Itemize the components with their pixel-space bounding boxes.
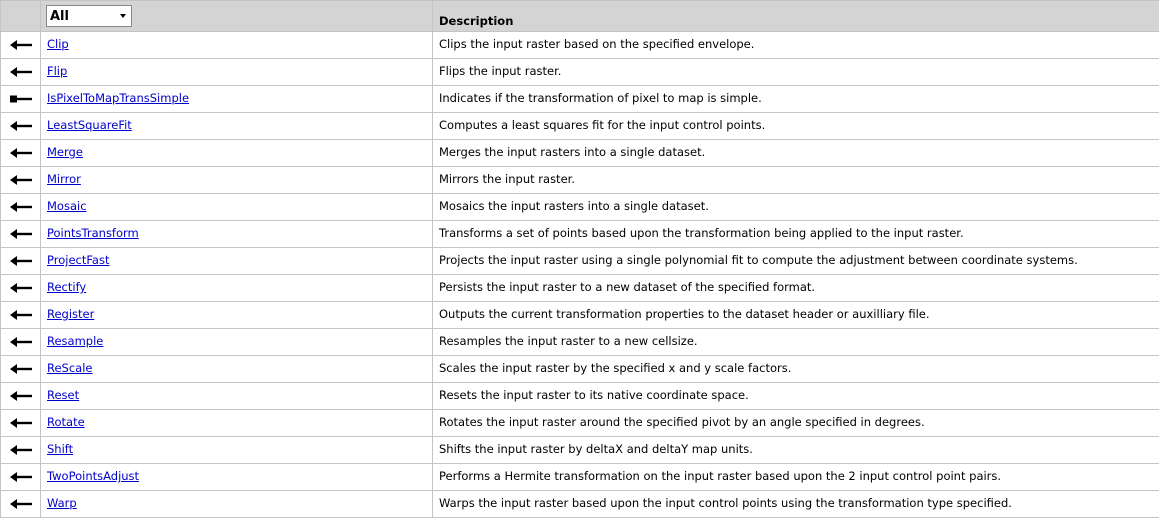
member-name-cell xyxy=(41,167,433,194)
table-row xyxy=(1,113,1159,140)
table-row xyxy=(1,464,1159,491)
member-name-cell xyxy=(41,221,433,248)
table-row xyxy=(1,329,1159,356)
property-icon xyxy=(1,94,40,104)
member-type-cell xyxy=(1,167,41,194)
member-name-cell xyxy=(41,464,433,491)
member-link[interactable]: TwoPointsAdjust xyxy=(47,469,140,483)
method-icon xyxy=(1,175,40,185)
member-type-cell xyxy=(1,383,41,410)
member-name-cell xyxy=(41,113,433,140)
member-type-cell xyxy=(1,59,41,86)
member-link[interactable]: Rotate xyxy=(47,415,85,429)
member-type-cell xyxy=(1,329,41,356)
method-icon xyxy=(1,445,40,455)
table-row xyxy=(1,383,1159,410)
header-filter-cell xyxy=(41,1,433,32)
member-link[interactable]: IsPixelToMapTransSimple xyxy=(47,91,190,105)
member-description: Resets the input raster to its native coordinate space. xyxy=(433,383,1159,410)
table-row xyxy=(1,491,1159,518)
member-link[interactable]: ProjectFast xyxy=(47,253,110,267)
member-description: Scales the input raster by the specified x and y scale factors. xyxy=(433,356,1159,383)
table-row xyxy=(1,410,1159,437)
member-link[interactable]: Shift xyxy=(47,442,74,456)
method-icon xyxy=(1,364,40,374)
member-description: Transforms a set of points based upon the transformation being applied to the input raster. xyxy=(433,221,1159,248)
member-description: Rotates the input raster around the specified pivot by an angle specified in degrees. xyxy=(433,410,1159,437)
member-type-cell xyxy=(1,221,41,248)
member-link[interactable]: Mosaic xyxy=(47,199,87,213)
method-icon xyxy=(1,391,40,401)
method-icon xyxy=(1,337,40,347)
method-icon xyxy=(1,40,40,50)
method-icon xyxy=(1,499,40,509)
member-link[interactable]: Rectify xyxy=(47,280,87,294)
member-description: Outputs the current transformation properties to the dataset header or auxilliary file. xyxy=(433,302,1159,329)
member-name-cell xyxy=(41,302,433,329)
member-link[interactable]: Resample xyxy=(47,334,104,348)
member-type-cell xyxy=(1,113,41,140)
member-name-cell xyxy=(41,59,433,86)
table-row xyxy=(1,221,1159,248)
member-description: Persists the input raster to a new dataset of the specified format. xyxy=(433,275,1159,302)
table-row xyxy=(1,32,1159,59)
member-filter-select[interactable] xyxy=(46,5,132,27)
member-description: Indicates if the transformation of pixel to map is simple. xyxy=(433,86,1159,113)
table-row xyxy=(1,248,1159,275)
member-description: Projects the input raster using a single polynomial fit to compute the adjustment between coordinate systems. xyxy=(433,248,1159,275)
member-link[interactable]: Register xyxy=(47,307,95,321)
table-row xyxy=(1,59,1159,86)
member-link[interactable]: ReScale xyxy=(47,361,93,375)
member-link[interactable]: Flip xyxy=(47,64,68,78)
member-description: Shifts the input raster by deltaX and deltaY map units. xyxy=(433,437,1159,464)
member-name-cell xyxy=(41,86,433,113)
member-name-cell xyxy=(41,248,433,275)
method-icon xyxy=(1,121,40,131)
method-icon xyxy=(1,418,40,428)
header-icon-cell xyxy=(1,1,41,32)
member-link[interactable]: Mirror xyxy=(47,172,81,186)
table-row xyxy=(1,275,1159,302)
header-row xyxy=(1,1,1159,32)
member-description: Resamples the input raster to a new cellsize. xyxy=(433,329,1159,356)
table-row xyxy=(1,302,1159,329)
member-name-cell xyxy=(41,383,433,410)
table-row xyxy=(1,167,1159,194)
member-description: Flips the input raster. xyxy=(433,59,1159,86)
header-description: Description xyxy=(433,1,1159,32)
member-filter-value: All xyxy=(50,8,69,24)
method-icon xyxy=(1,472,40,482)
member-type-cell xyxy=(1,140,41,167)
member-type-cell xyxy=(1,86,41,113)
member-type-cell xyxy=(1,194,41,221)
member-description: Computes a least squares fit for the input control points. xyxy=(433,113,1159,140)
member-type-cell xyxy=(1,275,41,302)
member-description: Performs a Hermite transformation on the input raster based upon the 2 input control point pairs. xyxy=(433,464,1159,491)
member-name-cell xyxy=(41,356,433,383)
member-link[interactable]: Reset xyxy=(47,388,80,402)
member-link[interactable]: Merge xyxy=(47,145,83,159)
member-type-cell xyxy=(1,410,41,437)
table-row xyxy=(1,356,1159,383)
member-description: Mirrors the input raster. xyxy=(433,167,1159,194)
member-type-cell xyxy=(1,464,41,491)
method-icon xyxy=(1,202,40,212)
member-type-cell xyxy=(1,248,41,275)
member-type-cell xyxy=(1,302,41,329)
member-name-cell xyxy=(41,491,433,518)
member-type-cell xyxy=(1,32,41,59)
method-icon xyxy=(1,310,40,320)
member-description: Warps the input raster based upon the input control points using the transformation type specified. xyxy=(433,491,1159,518)
member-name-cell xyxy=(41,275,433,302)
table-row xyxy=(1,437,1159,464)
member-name-cell xyxy=(41,194,433,221)
member-name-cell xyxy=(41,32,433,59)
chevron-down-icon[interactable] xyxy=(120,14,126,18)
table-row xyxy=(1,86,1159,113)
member-link[interactable]: Warp xyxy=(47,496,77,510)
member-description: Mosaics the input rasters into a single dataset. xyxy=(433,194,1159,221)
table-row xyxy=(1,194,1159,221)
table-row xyxy=(1,140,1159,167)
member-type-cell xyxy=(1,437,41,464)
member-type-cell xyxy=(1,356,41,383)
method-icon xyxy=(1,283,40,293)
member-link[interactable]: LeastSquareFit xyxy=(47,118,132,132)
member-link[interactable]: PointsTransform xyxy=(47,226,139,240)
member-name-cell xyxy=(41,140,433,167)
member-type-cell xyxy=(1,491,41,518)
method-icon xyxy=(1,148,40,158)
method-icon xyxy=(1,229,40,239)
method-icon xyxy=(1,67,40,77)
member-name-cell xyxy=(41,410,433,437)
method-icon xyxy=(1,256,40,266)
member-link[interactable]: Clip xyxy=(47,37,69,51)
member-description: Clips the input raster based on the specified envelope. xyxy=(433,32,1159,59)
member-description: Merges the input rasters into a single dataset. xyxy=(433,140,1159,167)
member-name-cell xyxy=(41,437,433,464)
member-name-cell xyxy=(41,329,433,356)
